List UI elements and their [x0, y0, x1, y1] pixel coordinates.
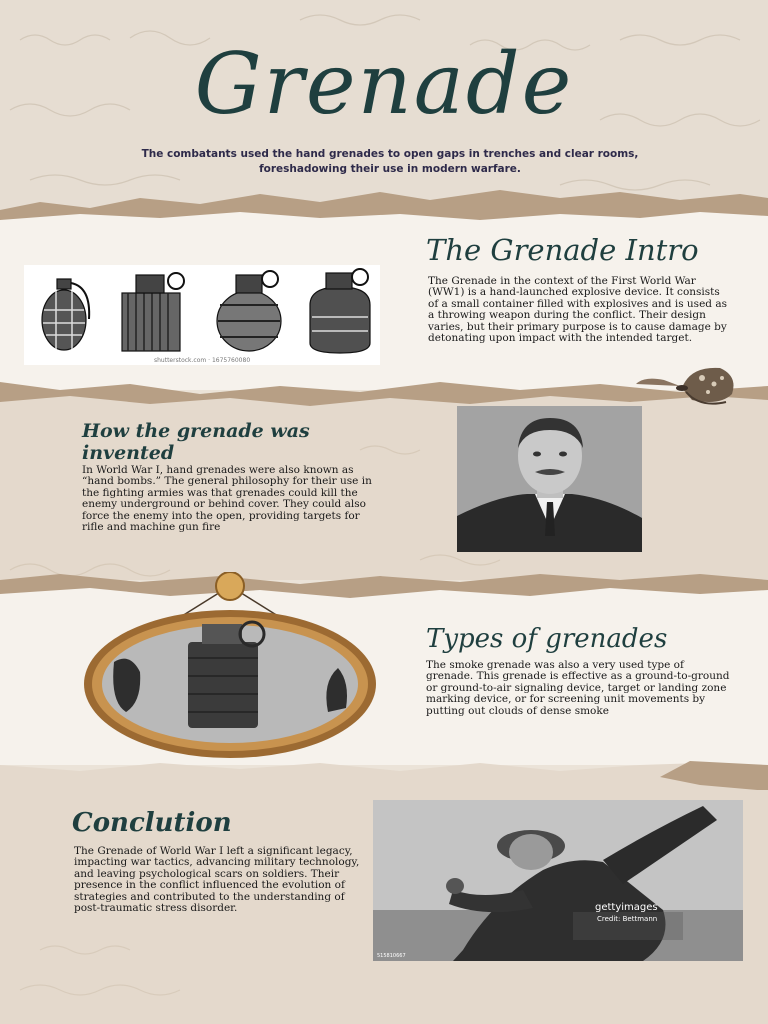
photo-id: 515810667	[377, 953, 406, 959]
invented-heading: How the grenade was invented	[82, 420, 310, 464]
conclusion-heading: Conclution	[72, 808, 232, 838]
page-title: Grenade	[194, 35, 574, 133]
grenade-sketches-image	[24, 265, 380, 365]
moth-icon	[630, 362, 740, 412]
photo-credit: Credit: Bettmann	[597, 915, 658, 923]
tagline: The combatants used the hand grenades to open gaps in trenches and clear rooms, foreshadowing their use in modern warfare.	[141, 148, 639, 175]
grenade-sketch-1	[42, 279, 89, 350]
watermark: gettyimages	[595, 902, 658, 913]
image-caption: shutterstock.com · 1675760080	[154, 357, 251, 364]
types-body: The smoke grenade was also a very used type of grenade. This grenade is effective as a ground-to-ground or ground-to-air signaling device, target or landing zone marking device, or for screening unit movements by putting out clouds of dense smoke	[426, 659, 730, 717]
inventor-portrait-photo	[457, 406, 642, 552]
soldier-throwing-photo	[373, 800, 743, 961]
framed-grenade-photo	[80, 572, 380, 762]
types-heading: Types of grenades	[426, 624, 668, 654]
grenade-sketch-4	[310, 269, 370, 353]
intro-body: The Grenade in the context of the First World War (WW1) is a hand-launched explosive device. It consists of a small container filled with explosives and is used as a throwing weapon during the conflict. Their design varies, but their primary purpose is to cause damage by detonating upon impact with the intended target.	[428, 275, 727, 345]
intro-heading: The Grenade Intro	[426, 233, 699, 267]
invented-body: In World War I, hand grenades were also known as “hand bombs.” The general philosophy for their use in the fighting armies was that grenades could kill the enemy underground or behind cover. They could also force the enemy into the open, providing targets for rifle and machine gun fire	[82, 464, 372, 534]
grenade-sketch-2	[122, 273, 184, 351]
torn-strip-1	[0, 180, 768, 230]
conclusion-body: The Grenade of World War I left a significant legacy, impacting war tactics, advancing military technology, and leaving psychological scars on soldiers. Their presence in the conflict influenced the evolution of strategies and contributed to the understanding of post-traumatic stress disorder.	[74, 845, 360, 915]
nail-icon	[216, 572, 244, 600]
grenade-sketch-3	[217, 271, 281, 351]
